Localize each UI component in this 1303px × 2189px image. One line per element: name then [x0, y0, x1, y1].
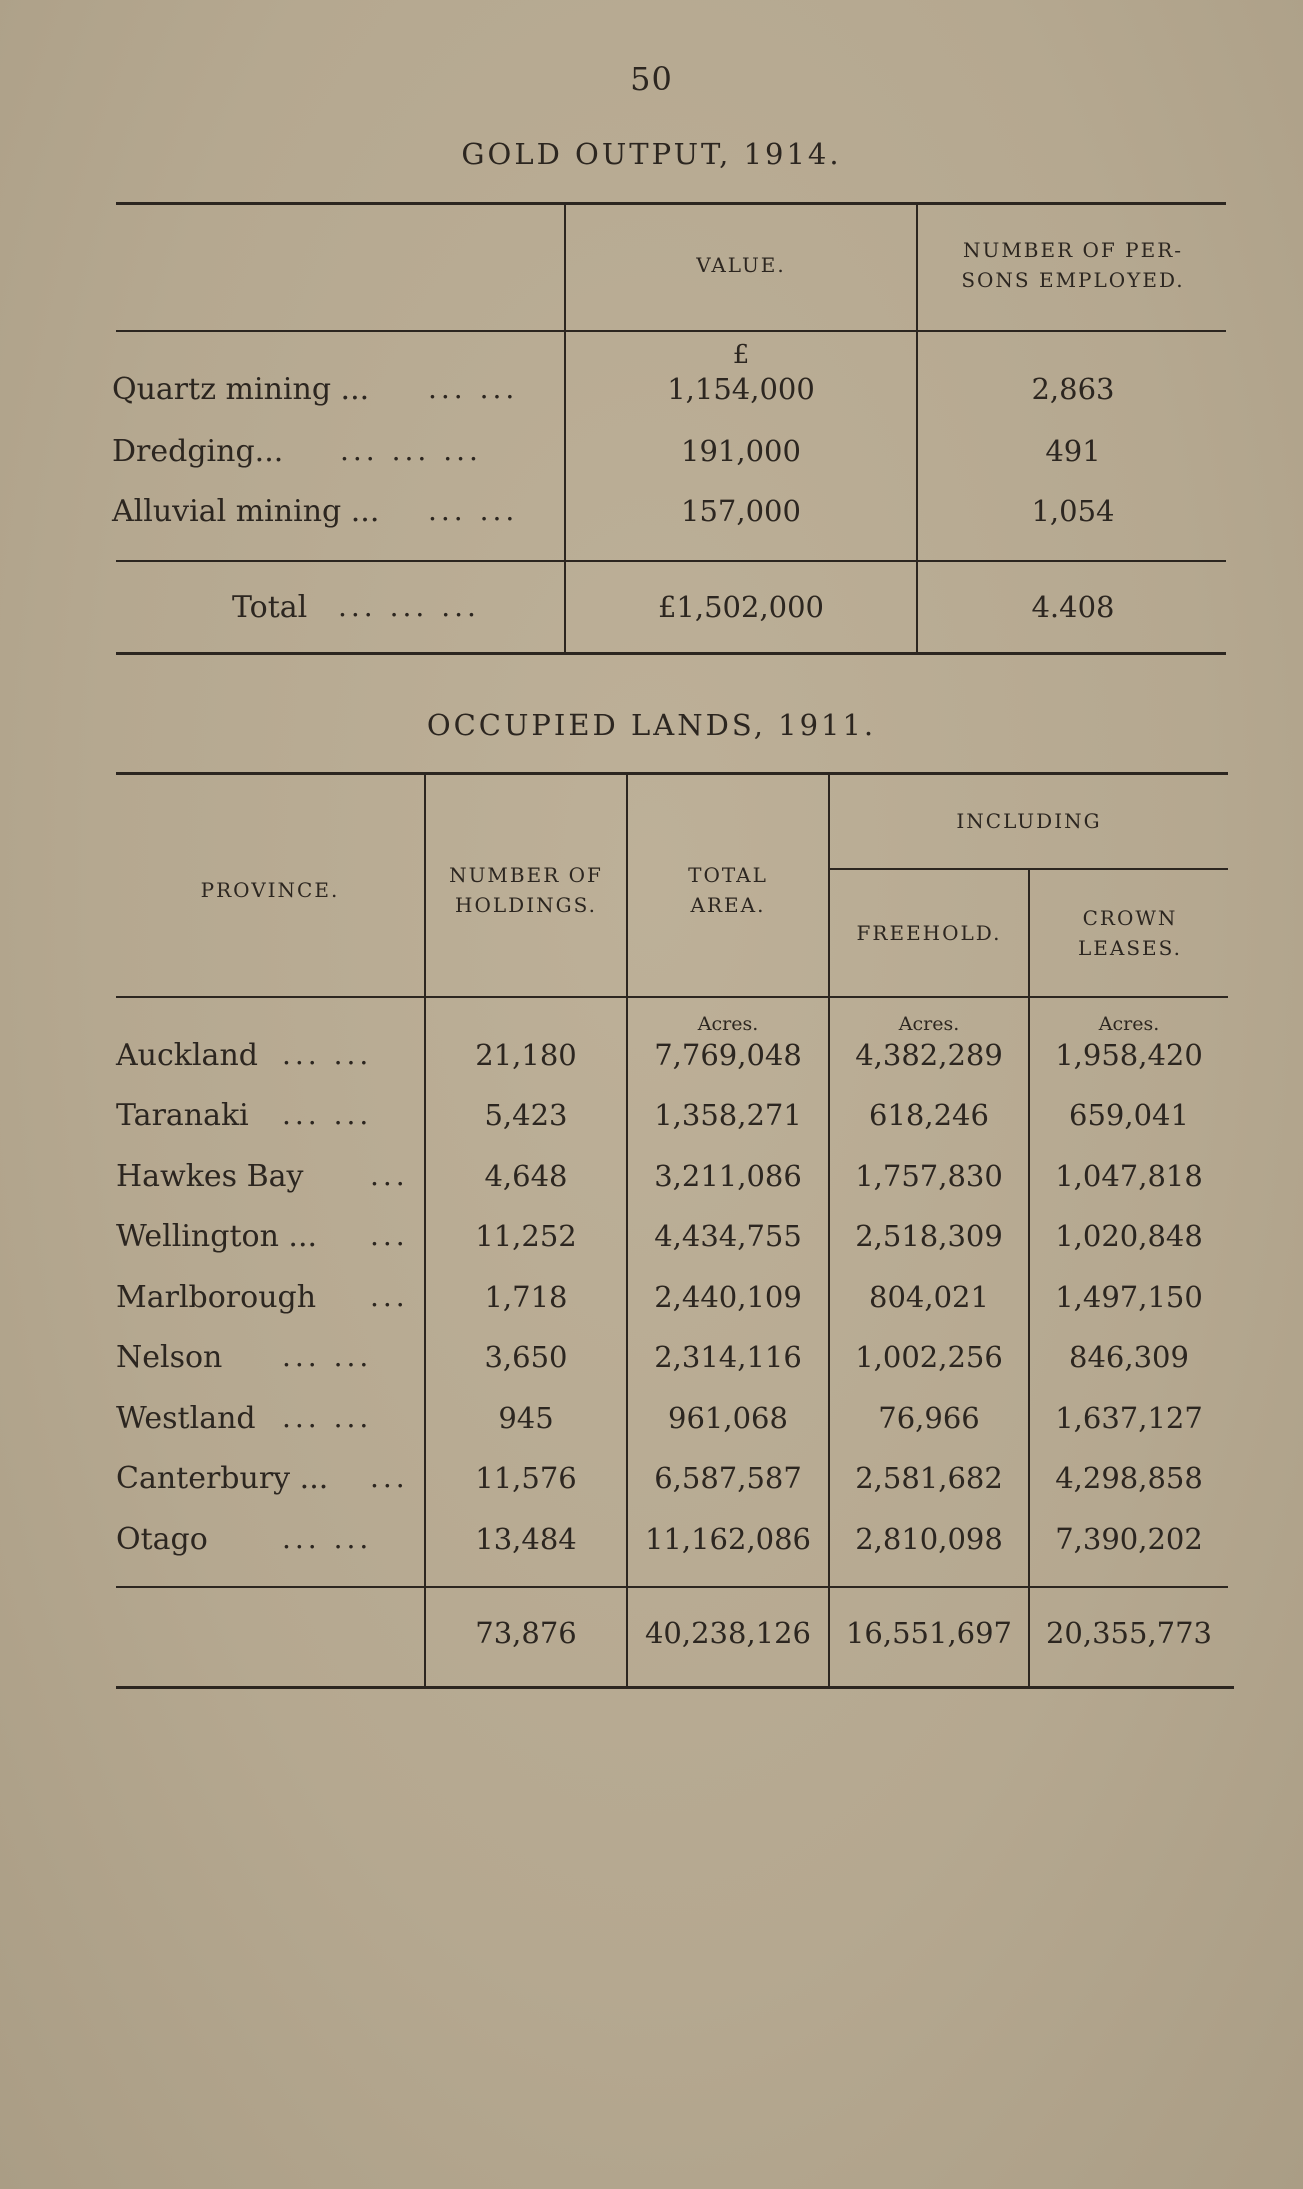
holdings-cell: 4,648 — [484, 1159, 568, 1193]
leader-dots: ... — [370, 1461, 409, 1494]
area-cell: 6,587,587 — [654, 1461, 802, 1495]
persons-cell: 1,054 — [1031, 494, 1115, 528]
holdings-cell: 11,576 — [475, 1461, 577, 1495]
area-cell: 2,314,116 — [654, 1340, 802, 1374]
area-cell: 3,211,086 — [654, 1159, 802, 1193]
total-freehold: 16,551,697 — [845, 1616, 1013, 1650]
page-number: 50 — [630, 60, 673, 98]
table-rule — [116, 560, 1226, 562]
table-rule — [116, 772, 1228, 775]
acres-unit: Acres. — [697, 1013, 759, 1035]
leader-dots: ... ... — [282, 1522, 373, 1555]
freehold-cell: 2,518,309 — [855, 1219, 1003, 1253]
total-area: 40,238,126 — [644, 1616, 812, 1650]
province-label: Marlborough — [116, 1280, 317, 1315]
leader-dots: ... ... — [282, 1401, 373, 1434]
freehold-cell: 4,382,289 — [855, 1038, 1003, 1072]
currency-symbol: £ — [732, 340, 750, 370]
crown-leases-cell: 846,309 — [1069, 1340, 1189, 1374]
total-area-header: TOTAL AREA. — [688, 863, 768, 917]
crown-leases-cell: 659,041 — [1069, 1098, 1189, 1132]
leader-dots: ... — [370, 1159, 409, 1192]
area-cell: 961,068 — [668, 1401, 788, 1435]
holdings-cell: 3,650 — [484, 1340, 568, 1374]
row-label: Quartz mining ... — [112, 372, 370, 407]
table-rule — [116, 330, 1226, 332]
leader-dots: ... ... — [282, 1038, 373, 1071]
freehold-cell: 1,757,830 — [855, 1159, 1003, 1193]
freehold-cell: 2,581,682 — [855, 1461, 1003, 1495]
province-label: Westland — [116, 1401, 256, 1436]
acres-unit: Acres. — [898, 1013, 960, 1035]
leader-dots: ... ... — [428, 494, 519, 527]
freehold-cell: 804,021 — [869, 1280, 989, 1314]
province-label: Nelson — [116, 1340, 223, 1375]
leader-dots: ... — [370, 1219, 409, 1252]
acres-unit: Acres. — [1098, 1013, 1160, 1035]
crown-leases-cell: 7,390,202 — [1055, 1522, 1203, 1556]
row-label: Dredging... — [112, 434, 284, 469]
leader-dots: ... ... ... — [340, 434, 482, 467]
holdings-cell: 13,484 — [475, 1522, 577, 1556]
leader-dots: ... — [370, 1280, 409, 1313]
holdings-cell: 5,423 — [484, 1098, 568, 1132]
column-rule — [1028, 868, 1030, 1688]
total-label: Total — [232, 590, 308, 625]
freehold-cell: 2,810,098 — [855, 1522, 1003, 1556]
area-cell: 11,162,086 — [644, 1522, 812, 1556]
province-label: Canterbury ... — [116, 1461, 329, 1496]
province-label: Auckland — [116, 1038, 258, 1073]
area-cell: 4,434,755 — [654, 1219, 802, 1253]
row-label: Alluvial mining ... — [112, 494, 380, 529]
persons-employed-header: NUMBER OF PER-SONS EMPLOYED. — [961, 238, 1185, 292]
crown-leases-cell: 1,497,150 — [1055, 1280, 1203, 1314]
total-crown-leases: 20,355,773 — [1045, 1616, 1213, 1650]
area-cell: 2,440,109 — [654, 1280, 802, 1314]
leader-dots: ... ... — [282, 1098, 373, 1131]
holdings-cell: 21,180 — [475, 1038, 577, 1072]
gold-output-title: GOLD OUTPUT, 1914. — [461, 137, 842, 171]
province-label: Wellington ... — [116, 1219, 318, 1254]
total-holdings: 73,876 — [475, 1616, 577, 1650]
province-header: PROVINCE. — [200, 878, 340, 902]
freehold-cell: 618,246 — [869, 1098, 989, 1132]
province-label: Otago — [116, 1522, 208, 1557]
leader-dots: ... ... — [428, 372, 519, 405]
leader-dots: ... ... — [282, 1340, 373, 1373]
table-rule — [116, 1586, 1228, 1588]
area-cell: 1,358,271 — [654, 1098, 802, 1132]
area-cell: 7,769,048 — [654, 1038, 802, 1072]
total-persons: 4.408 — [1031, 590, 1115, 624]
column-rule — [916, 202, 918, 654]
leader-dots: ... ... ... — [338, 590, 480, 623]
occupied-lands-title: OCCUPIED LANDS, 1911. — [426, 708, 877, 742]
table-rule — [116, 1686, 1234, 1689]
freehold-cell: 76,966 — [878, 1401, 980, 1435]
holdings-cell: 1,718 — [484, 1280, 568, 1314]
holdings-cell: 945 — [498, 1401, 554, 1435]
crown-leases-cell: 1,047,818 — [1055, 1159, 1203, 1193]
persons-cell: 2,863 — [1031, 372, 1115, 406]
crown-leases-cell: 1,020,848 — [1055, 1219, 1203, 1253]
table-rule — [116, 202, 1226, 205]
freehold-header: FREEHOLD. — [856, 921, 1002, 945]
crown-leases-cell: 4,298,858 — [1055, 1461, 1203, 1495]
persons-cell: 491 — [1045, 434, 1101, 468]
total-value: £1,502,000 — [657, 590, 825, 624]
value-cell: 1,154,000 — [667, 372, 815, 406]
holdings-header: NUMBER OF HOLDINGS. — [449, 863, 603, 917]
table-rule — [116, 652, 1226, 655]
freehold-cell: 1,002,256 — [855, 1340, 1003, 1374]
value-header: VALUE. — [696, 253, 786, 277]
crown-leases-cell: 1,637,127 — [1055, 1401, 1203, 1435]
including-header: INCLUDING — [956, 809, 1102, 833]
value-cell: 157,000 — [681, 494, 801, 528]
province-label: Taranaki — [116, 1098, 249, 1133]
crown-leases-cell: 1,958,420 — [1055, 1038, 1203, 1072]
value-cell: 191,000 — [681, 434, 801, 468]
holdings-cell: 11,252 — [475, 1219, 577, 1253]
province-label: Hawkes Bay — [116, 1159, 304, 1194]
crown-leases-header: CROWN LEASES. — [1078, 906, 1182, 960]
table-rule — [116, 996, 1228, 998]
